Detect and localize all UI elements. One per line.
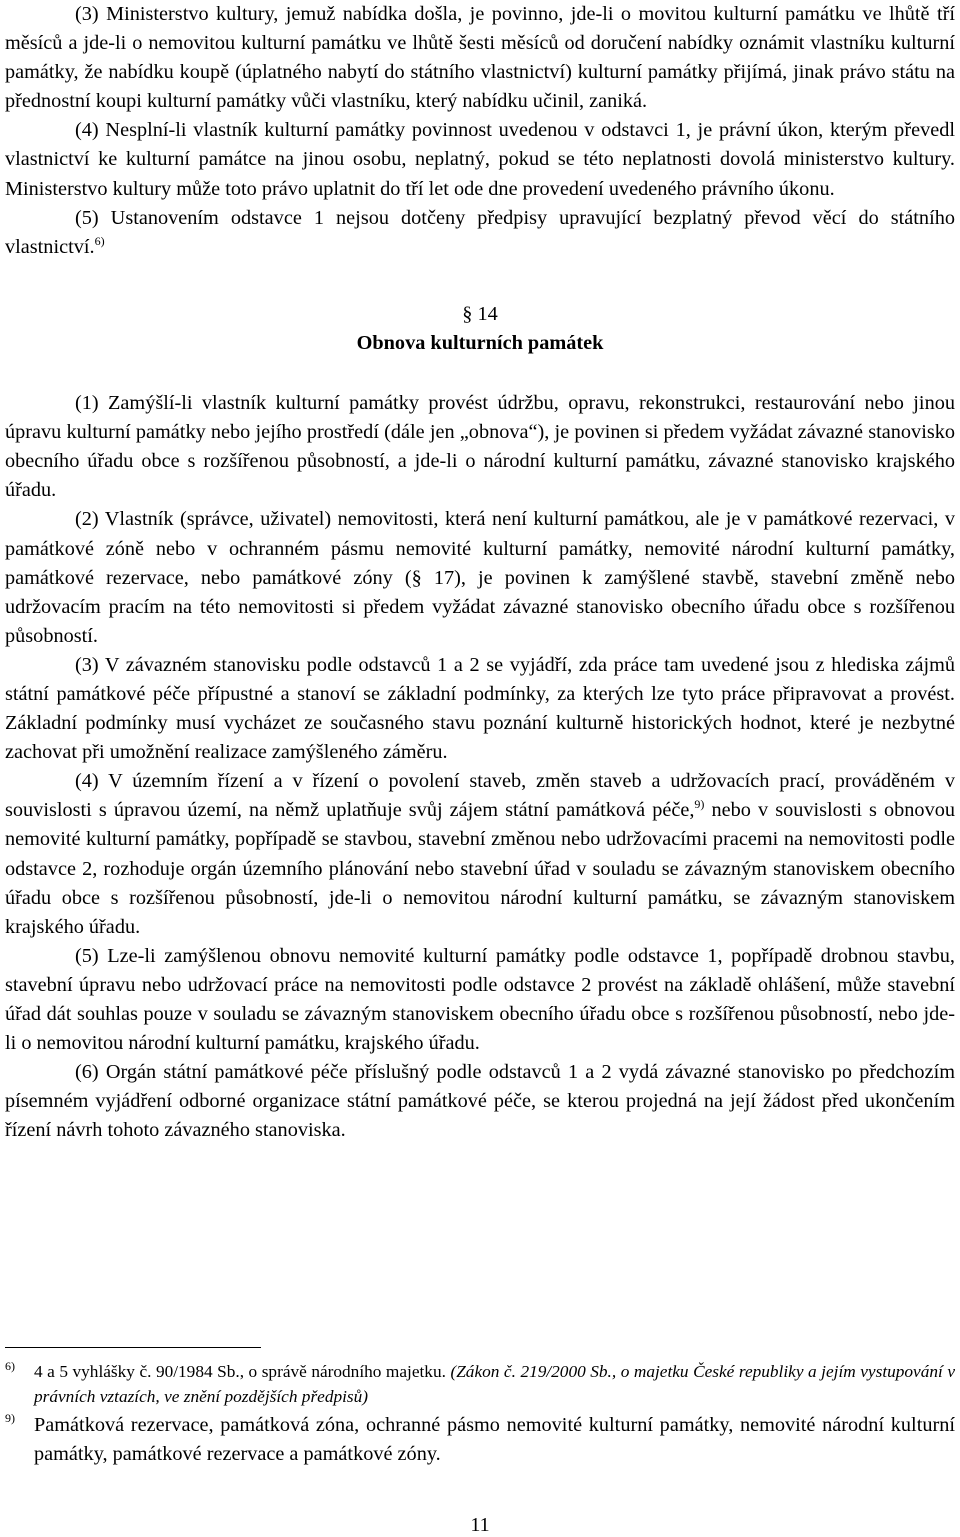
footnote-6-text: 4 a 5 vyhlášky č. 90/1984 Sb., o správě národního majetku.: [34, 1362, 446, 1381]
footnote-6: [5, 1359, 955, 1409]
footnote-ref-6: 6): [94, 233, 105, 248]
section-heading: [5, 300, 955, 358]
paragraph-4-prev-section: (4) Nesplní-li vlastník kulturní památky povinnost uvedenou v odstavci 1, je právní úkon, kterým převedl vlastnictví ke kulturní památce na jinou osobu, neplatný, pokud se této neplatnosti dovolá ministerstvo kultury. Ministerstvo kultury může toto právo uplatnit do tří let ode dne provedení uvedeného právního úkonu.: [5, 119, 955, 200]
footnote-9-text: Památková rezervace, památková zóna, ochranné pásmo nemovité kulturní památky, nemovité národní kulturní památky, památkové rezervace a památkové zóny.: [34, 1414, 955, 1465]
section-paragraph-3: (3) V závazném stanovisku podle odstavců 1 a 2 se vyjádří, zda práce tam uvedené jsou z hlediska zájmů státní památkové péče přípustné a stanoví se základní podmínky, za kterých lze tyto práce připravovat a provést. Základní podmínky musí vycházet ze současného stavu poznání kulturně historických hodnot, které je nezbytné zachovat při umožnění realizace zamýšleného záměru.: [5, 653, 955, 764]
paragraph-5-prev-section: [5, 204, 955, 262]
section-body: [5, 389, 955, 1145]
section-paragraph-5: (5) Lze-li zamýšlenou obnovu nemovité kulturní památky podle odstavce 1, popřípadě drobnou stavbu, stavební úpravu nebo udržovací práce na nemovitosti podle odstavce 2 provést na základě ohlášení, může stavební úřad dát souhlas pouze v souladu se závazným stanoviskem obecního úřadu obce s rozšířenou působností, nebo jde-li o nemovitou národní kulturní památku, krajského úřadu.: [5, 944, 955, 1055]
section-number: § 14: [462, 302, 498, 325]
body-text-top: [5, 0, 955, 262]
footnote-9-mark: 9): [5, 1411, 15, 1425]
section-paragraph-4-part-a: (4) V územním řízení a v řízení o povolení staveb, změn staveb a udržovacích prací, prováděném v souvislosti s úpravou území, na němž uplatňuje svůj zájem státní památková péče,: [5, 770, 955, 822]
page-number: 11: [470, 1514, 490, 1536]
footnote-6-italic-text: (Zákon č. 219/2000 Sb., o majetku České republiky a jejím vystupování v právních vztazích, ve znění pozdějších předpisů): [34, 1362, 955, 1406]
footnote-9: [5, 1411, 955, 1469]
footnote-divider: [5, 1347, 261, 1348]
section-paragraph-2: (2) Vlastník (správce, uživatel) nemovitosti, která není kulturní památkou, ale je v památkové rezervaci, v památkové zóně nebo v ochranném pásmu nemovité kulturní památky, nemovité národní kulturní památky, památkové rezervace, nebo památkové zóny (§ 17), je povinen k zamýšlené stavbě, stavební změně nebo udržovacím pracím na této nemovitosti si předem vyžádat závazné stanovisko obecního úřadu obce s rozšířenou působností.: [5, 508, 955, 647]
footnote-ref-9: 9): [694, 797, 705, 812]
paragraph-5-text: (5) Ustanovením odstavce 1 nejsou dotčeny předpisy upravující bezplatný převod věcí do státního vlastnictví.: [5, 206, 955, 258]
paragraph-3-prev-section: (3) Ministerstvo kultury, jemuž nabídka došla, je povinno, jde-li o movitou kulturní památku ve lhůtě tří měsíců a jde-li o nemovitou kulturní památku ve lhůtě šesti měsíců od doručení nabídky oznámit vlastníku kulturní památky, že nabídku koupě (úplatného nabytí do státního vlastnictví) kulturní památky přijímá, jinak právo státu na přednostní koupi kulturní památky vůči vlastníku, který nabídku učinil, zaniká.: [5, 3, 955, 113]
section-paragraph-1: (1) Zamýšlí-li vlastník kulturní památky provést údržbu, opravu, rekonstrukci, restaurování nebo jinou úpravu kulturní památky nebo jejího prostředí (dále jen „obnova“), je povinen si předem vyžádat závazné stanovisko obecního úřadu obce s rozšířenou působností, a jde-li o národní kulturní památku, závazné stanovisko krajského úřadu.: [5, 392, 955, 502]
section-paragraph-4-part-b: nebo v souvislosti s obnovou nemovité kulturní památky, popřípadě se stavbou, stavební změnou nebo udržovacími pracemi na nemovitosti podle odstavce 2, rozhoduje orgán územního plánování nebo stavební úřad v souladu se závazným stanoviskem obecního úřadu obce s rozšířenou působností, jde-li o nemovitou národní kulturní památku, se závazným stanoviskem krajského úřadu.: [5, 799, 955, 938]
footnote-6-mark: 6): [5, 1359, 15, 1373]
footnote-6-body: [34, 1359, 955, 1409]
footnotes: [5, 1359, 955, 1469]
section-title: Obnova kulturních památek: [356, 331, 604, 354]
document-page: [5, 0, 955, 1536]
section-paragraph-6: (6) Orgán státní památkové péče příslušný podle odstavců 1 a 2 vydá závazné stanovisko po předchozím písemném vyjádření odborné organizace státní památkové péče, se kterou projedná na její žádost před ukončením řízení návrh tohoto závazného stanoviska.: [5, 1061, 955, 1142]
section-paragraph-4: [5, 767, 955, 942]
